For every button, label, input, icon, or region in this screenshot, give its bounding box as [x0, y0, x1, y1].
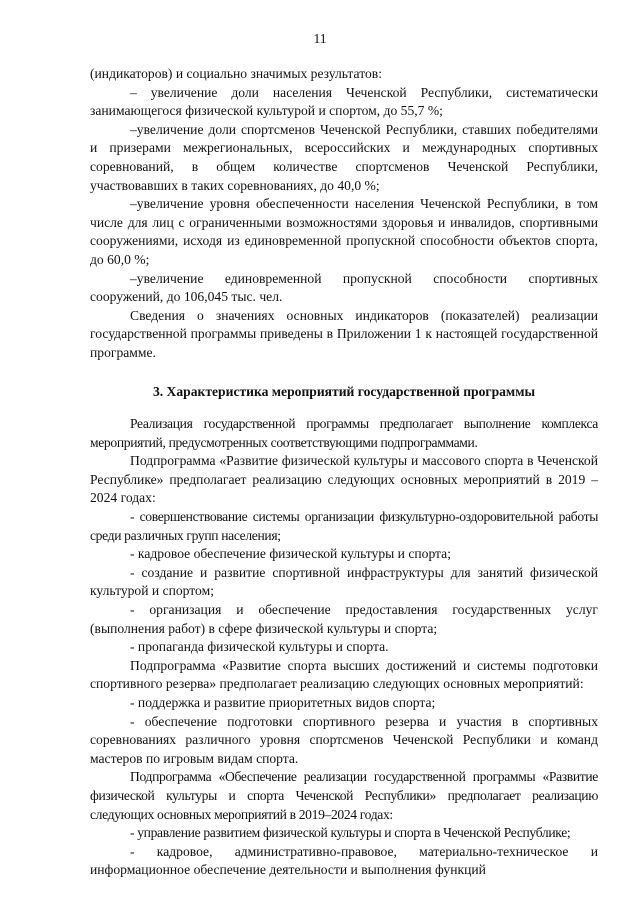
paragraph: Сведения о значениях основных индикаторов (показателей) реализации государственной программы приведены в Приложении 1 к настоящей государственной программе. [90, 307, 598, 360]
paragraph: (индикаторов) и социально значимых результатов: [90, 66, 382, 81]
paragraph: Подпрограмма «Обеспечение реализации государственной программы «Развитие физической культуры и спорта Чеченской Республики» предполагает реализацию следующих основных мероприятий в 2019–2024 годах: [90, 769, 598, 822]
list-item: - управление развитием физической культуры и спорта в Чеченской Республике; [130, 825, 571, 841]
list-item: - поддержка и развитие приоритетных видов спорта; [130, 695, 436, 710]
list-item: - кадровое обеспечение физической культуры и спорта; [130, 546, 451, 562]
list-item: –увеличение уровня обеспеченности населения Чеченской Республики, в том числе для лиц с ограниченными возможностями здоровья и инвалидов, спортивными сооружениями, исходя из единовременной пропускной способности объектов спорта, до 60,0 %; [90, 196, 598, 267]
list-item: - создание и развитие спортивной инфраструктуры для занятий физической культурой и спортом; [90, 564, 598, 599]
list-item: - обеспечение подготовки спортивного резерва и участия в спортивных соревнованиях различного уровня спортсменов Чеченской Республики и команд мастеров по игровым видам спорта. [90, 713, 598, 766]
list-item: –увеличение единовременной пропускной способности спортивных сооружений, до 106,045 тыс. чел. [90, 270, 598, 305]
paragraph: Реализация государственной программы предполагает выполнение комплекса мероприятий, предусмотренных соответствующими подпрограммами. [90, 416, 598, 450]
list-item: - пропаганда физической культуры и спорта. [130, 639, 389, 655]
page-body [90, 65, 598, 880]
list-item: - кадровое, административно-правовое, материально-техническое и информационное обеспечение деятельности и выполнения функций [90, 843, 598, 878]
paragraph: Подпрограмма «Развитие спорта высших достижений и системы подготовки спортивного резерва» предполагает реализацию следующих основных мероприятий: [90, 657, 598, 692]
list-item: - совершенствование системы организации физкультурно-оздоровительной работы среди различных групп населения; [90, 509, 598, 543]
paragraph: Подпрограмма «Развитие физической культуры и массового спорта в Чеченской Республике» предполагает реализацию следующих основных мероприятий в 2019 – 2024 годах: [90, 453, 598, 506]
list-item: – увеличение доли населения Чеченской Республики, систематически занимающегося физической культурой и спортом, до 55,7 %; [90, 84, 598, 119]
section-heading: 3. Характеристика мероприятий государственной программы [152, 383, 536, 399]
list-item: –увеличение доли спортсменов Чеченской Республики, ставших победителями и призерами межрегиональных, всероссийских и международных спортивных соревнований, в общем количестве спортсменов Чеченской Республики, участвовавших в таких соревнованиях, до 40,0 %; [90, 121, 598, 193]
list-item: - организация и обеспечение предоставления государственных услуг (выполнения работ) в сфере физической культуры и спорта; [90, 602, 598, 636]
page-number: 11 [313, 31, 327, 46]
